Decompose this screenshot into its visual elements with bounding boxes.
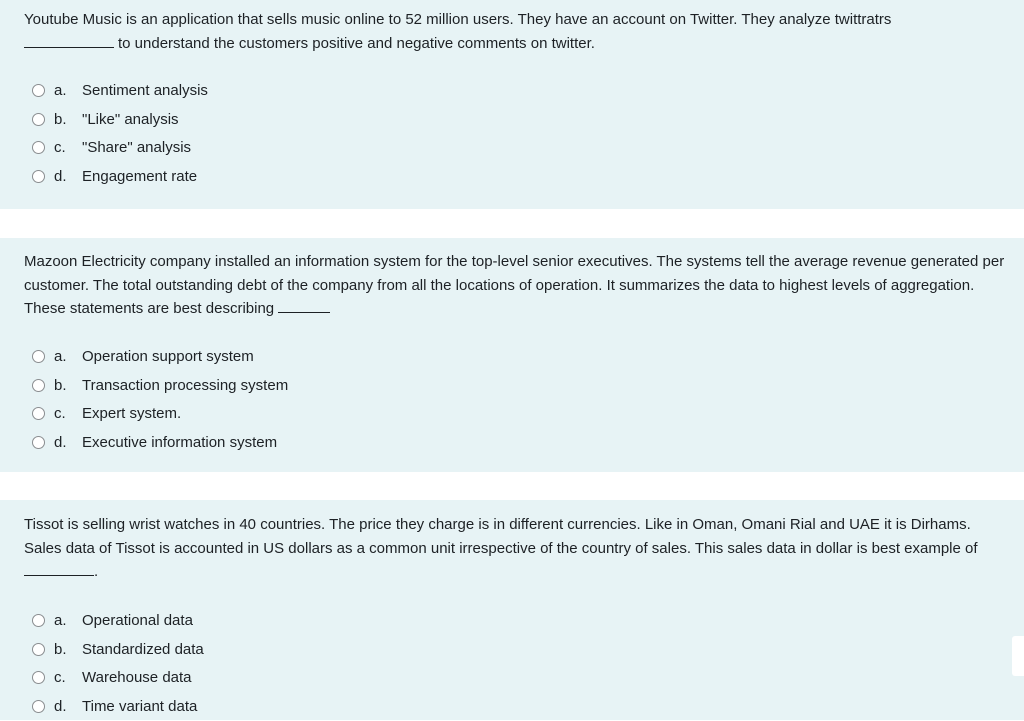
option-letter: c.	[54, 139, 66, 157]
option-3c[interactable]	[32, 663, 204, 692]
option-3b[interactable]	[32, 635, 204, 664]
option-label[interactable]: Warehouse data	[82, 669, 192, 687]
option-letter: c.	[54, 669, 66, 687]
option-label[interactable]: Engagement rate	[82, 167, 198, 185]
radio-button[interactable]	[32, 170, 45, 183]
option-1c[interactable]	[32, 133, 208, 162]
option-2a[interactable]	[32, 342, 288, 371]
options-list-3	[32, 606, 204, 721]
option-letter: d.	[54, 697, 67, 715]
option-2c[interactable]	[32, 399, 288, 428]
option-2d[interactable]	[32, 428, 288, 457]
option-label[interactable]: Expert system.	[82, 405, 182, 423]
question-3-stem: Tissot is selling wrist watches in 40 countries. The price they charge is in different currencies. Like in Oman, Omani Rial and UAE it is Dirhams. Sales data of Tissot is accounted in US dollars as a common unit irrespective of the country of sales. This sales data in dollar is best example of	[24, 516, 978, 557]
option-1d[interactable]	[32, 162, 208, 191]
option-letter: b.	[54, 640, 67, 658]
option-letter: b.	[54, 110, 67, 128]
radio-button[interactable]	[32, 350, 45, 363]
option-label[interactable]: Operation support system	[82, 347, 254, 365]
option-label[interactable]: Standardized data	[82, 640, 204, 658]
side-drawer-tab[interactable]	[1012, 636, 1024, 676]
question-2-stem: Mazoon Electricity company installed an information system for the top-level senior executives. The systems tell the average revenue generated per customer. The total outstanding debt of the company from all the locations of operation. It summarizes the data to highest levels of aggregation. These statements are best describing	[24, 253, 1005, 317]
question-text-2	[24, 250, 1006, 321]
option-letter: a.	[54, 347, 67, 365]
question-1-stem-end: to understand the customers positive and negative comments on twitter.	[118, 34, 595, 52]
option-3a[interactable]	[32, 606, 204, 635]
radio-button[interactable]	[32, 407, 45, 420]
radio-button[interactable]	[32, 113, 45, 126]
answer-blank	[24, 561, 94, 576]
option-letter: d.	[54, 433, 67, 451]
option-2b[interactable]	[32, 371, 288, 400]
question-text-1	[24, 8, 1006, 55]
radio-button[interactable]	[32, 614, 45, 627]
option-label[interactable]: Transaction processing system	[82, 376, 289, 394]
radio-button[interactable]	[32, 643, 45, 656]
radio-button[interactable]	[32, 700, 45, 713]
radio-button[interactable]	[32, 141, 45, 154]
radio-button[interactable]	[32, 379, 45, 392]
option-letter: d.	[54, 167, 67, 185]
option-label[interactable]: Time variant data	[82, 697, 198, 715]
option-letter: c.	[54, 405, 66, 423]
option-3d[interactable]	[32, 692, 204, 721]
option-label[interactable]: "Like" analysis	[82, 110, 179, 128]
radio-button[interactable]	[32, 671, 45, 684]
option-letter: a.	[54, 611, 67, 629]
option-label[interactable]: Sentiment analysis	[82, 81, 208, 99]
option-letter: a.	[54, 81, 67, 99]
option-label[interactable]: Executive information system	[82, 433, 278, 451]
option-letter: b.	[54, 376, 67, 394]
question-1-stem: Youtube Music is an application that sells music online to 52 million users. They have an account on Twitter. They analyze twittratrs	[24, 11, 892, 28]
question-text-3	[24, 513, 1006, 584]
radio-button[interactable]	[32, 436, 45, 449]
option-label[interactable]: Operational data	[82, 611, 193, 629]
option-1a[interactable]	[32, 76, 208, 105]
option-label[interactable]: "Share" analysis	[82, 139, 192, 157]
answer-blank	[24, 33, 114, 48]
options-list-2	[32, 342, 288, 457]
question-3-stem-end: .	[94, 563, 99, 580]
answer-blank	[278, 298, 330, 313]
options-list-1	[32, 76, 208, 191]
option-1b[interactable]	[32, 105, 208, 134]
radio-button[interactable]	[32, 84, 45, 97]
